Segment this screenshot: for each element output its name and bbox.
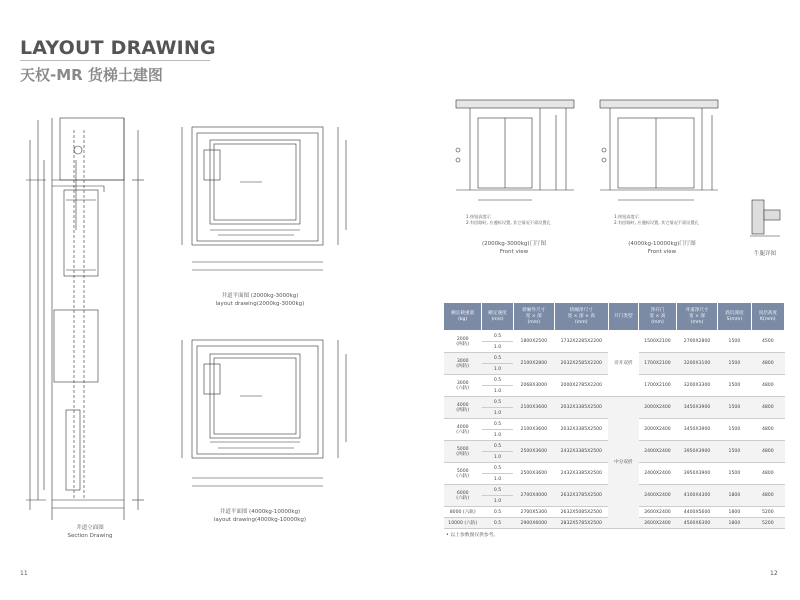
table-cell: 2900X6000 [513, 518, 554, 529]
plan-small-caption: 井道平面图 (2000kg-3000kg) layout drawing(2000kg-3000kg) [215, 293, 305, 307]
table-cell: 0.5 [482, 397, 513, 408]
table-cell: 2100X3600 [513, 419, 554, 441]
table-cell: 2600X2400 [639, 507, 677, 518]
table-cell: 1.0 [482, 408, 513, 419]
table-cell: 1800 [718, 518, 751, 529]
table-cell: 3200X3300 [676, 375, 717, 397]
table-cell: 2432X3385X2500 [554, 463, 608, 485]
table-cell: 10000 (六轨) [444, 518, 482, 529]
table-cell: 0.5 [482, 419, 513, 430]
page-title: LAYOUT DRAWING [20, 37, 216, 59]
table-cell: 4500 [751, 331, 784, 353]
header-cell: 井道净尺寸 宽 × 深 (mm) [676, 303, 717, 331]
table-cell: 4100X4300 [676, 485, 717, 507]
table-row [444, 397, 785, 408]
corbel-detail [750, 200, 780, 236]
table-cell: 2700X2800 [676, 331, 717, 353]
table-cell: 4000 (两轨) [444, 397, 482, 419]
table-cell: 5000 (两轨) [444, 441, 482, 463]
table-cell: 2600X2400 [639, 518, 677, 529]
front-large-caption: (4000kg-10000kg)门厅图 Front view [628, 241, 696, 255]
table-cell: 1800 [718, 507, 751, 518]
table-cell: 4400X5600 [676, 507, 717, 518]
table-cell: 4000 (六轨) [444, 419, 482, 441]
header-cell: 轿厢外尺寸 宽 × 深 (mm) [513, 303, 554, 331]
table-cell: 3450X3900 [676, 397, 717, 419]
table-cell: 4800 [751, 485, 784, 507]
header-cell: 底坑深度 S(mm) [718, 303, 751, 331]
header-cell: 轿厢净尺寸 宽 × 深 × 高 (mm) [554, 303, 608, 331]
table-cell: 4800 [751, 441, 784, 463]
table-cell: 1700X2100 [639, 375, 677, 397]
table-cell: 2632X5085X2500 [554, 507, 608, 518]
table-cell: 2500X3600 [513, 463, 554, 485]
table-cell: 1500 [718, 375, 751, 397]
table-cell: 1800 [718, 485, 751, 507]
table-cell: 1500 [718, 441, 751, 463]
table-cell: 1.0 [482, 474, 513, 485]
table-cell: 1500X2100 [639, 331, 677, 353]
header-cell: 净开门 宽 × 高 (mm) [639, 303, 677, 331]
header-cell: 额定速度 (m/s) [482, 303, 513, 331]
table-cell: 4800 [751, 397, 784, 419]
front-view-large [600, 100, 718, 200]
table-note: • 以上参数图仅供参考。 [446, 533, 499, 538]
table-cell: 3950X3900 [676, 441, 717, 463]
front-small-notes: 1.按钮高度示 2.有回路时, 应遵标设置, 其它情况不需设置孔 [466, 214, 551, 225]
table-cell: 5000 (六轨) [444, 463, 482, 485]
table-cell: 2032X3385X2500 [554, 419, 608, 441]
header-cell: 额定载重量 (kg) [444, 303, 482, 331]
spec-table [443, 302, 785, 529]
page-number-left: 11 [20, 570, 28, 577]
table-cell: 2700X5300 [513, 507, 554, 518]
table-cell: 2000 (两轨) [444, 331, 482, 353]
table-cell: 0.5 [482, 331, 513, 342]
table-cell: 3950X3900 [676, 463, 717, 485]
header-cell: 顶层高度 K(mm) [751, 303, 784, 331]
table-cell: 1.0 [482, 430, 513, 441]
table-cell: 0.5 [482, 507, 513, 518]
table-cell: 4800 [751, 419, 784, 441]
table-cell: 2000X2400 [639, 397, 677, 419]
table-cell: 2400X2400 [639, 463, 677, 485]
table-cell: 2400X2400 [639, 441, 677, 463]
table-cell: 2700X4000 [513, 485, 554, 507]
table-cell: 0.5 [482, 463, 513, 474]
table-cell: 1500 [718, 463, 751, 485]
table-cell: 3450X3900 [676, 419, 717, 441]
table-cell: 1.0 [482, 364, 513, 375]
table-cell: 5200 [751, 507, 784, 518]
table-cell: 2068X3000 [513, 375, 554, 397]
table-cell: 3000 (六轨) [444, 375, 482, 397]
section-caption: 井道立面图 Section Drawing [67, 525, 113, 539]
table-cell: 1.0 [482, 342, 513, 353]
door-type-cell: 中分双折 [608, 397, 638, 529]
table-cell: 2000X2785X2200 [554, 375, 608, 397]
table-cell: 1.0 [482, 386, 513, 397]
table-cell: 1800X2500 [513, 331, 554, 353]
table-cell: 1500 [718, 397, 751, 419]
table-cell: 2032X3385X2500 [554, 397, 608, 419]
table-cell: 6000 (六轨) [444, 485, 482, 507]
table-cell: 0.5 [482, 518, 513, 529]
plan-large-caption: 井道平面图 (4000kg-10000kg) layout drawing(4000kg-10000kg) [213, 509, 307, 523]
table-cell: 1700X2100 [639, 353, 677, 375]
door-type-cell: 旁开双折 [608, 331, 638, 397]
page-subtitle: 天权-MR 货梯土建图 [20, 66, 163, 84]
table-cell: 2500X3600 [513, 441, 554, 463]
plan-large [182, 340, 346, 486]
table-cell: 1732X2285X2200 [554, 331, 608, 353]
front-large-notes: 1.按钮高度示 2.有回路时, 应遵标设置, 其它情况不需设置孔 [614, 214, 699, 225]
table-cell: 4800 [751, 353, 784, 375]
plan-small [182, 127, 346, 270]
front-small-caption: (2000kg-3000kg)门厅图 Front view [481, 241, 547, 255]
table-cell: 5200 [751, 518, 784, 529]
table-cell: 2100X2800 [513, 353, 554, 375]
table-cell: 4500X6300 [676, 518, 717, 529]
table-cell: 3000 (两轨) [444, 353, 482, 375]
table-cell: 2432X3385X2500 [554, 441, 608, 463]
front-view-small [456, 100, 574, 200]
table-cell: 1.0 [482, 452, 513, 463]
table-cell: 1500 [718, 353, 751, 375]
corbel-caption: 牛腿详图 [753, 251, 776, 257]
table-cell: 2100X3600 [513, 397, 554, 419]
table-cell: 1500 [718, 419, 751, 441]
table-cell: 2032X2585X2200 [554, 353, 608, 375]
table-header-row [444, 303, 785, 331]
table-cell: 2000X2400 [639, 419, 677, 441]
table-cell: 4800 [751, 375, 784, 397]
table-cell: 1.0 [482, 496, 513, 507]
table-row [444, 331, 785, 342]
table-cell: 2400X2400 [639, 485, 677, 507]
table-cell: 2632X3785X2500 [554, 485, 608, 507]
table-cell: 0.5 [482, 485, 513, 496]
table-cell: 8000 (六轨) [444, 507, 482, 518]
table-cell: 4800 [751, 463, 784, 485]
table-cell: 3200X3100 [676, 353, 717, 375]
page-number-right: 12 [770, 570, 778, 577]
table-cell: 0.5 [482, 375, 513, 386]
table-cell: 2832X5785X2500 [554, 518, 608, 529]
section-drawing [26, 118, 144, 520]
header-cell: 开门类型 [608, 303, 638, 331]
table-cell: 0.5 [482, 353, 513, 364]
table-cell: 1500 [718, 331, 751, 353]
table-cell: 0.5 [482, 441, 513, 452]
